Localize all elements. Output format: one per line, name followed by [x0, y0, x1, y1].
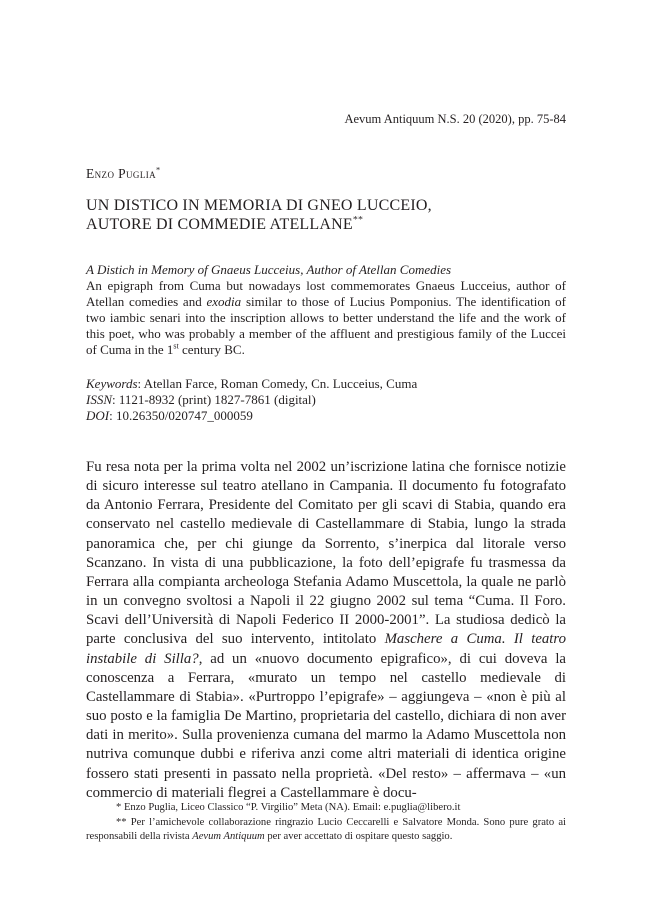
author-name-text: Enzo Puglia	[86, 166, 157, 181]
author-name	[86, 166, 161, 182]
doi-value: : 10.26350/020747_000059	[109, 408, 253, 424]
abstract-part-2: similar to those of Lucius Pomponius. The identification of two iambic senari into the inscription allows to better understand the life and the work of this poet, who was probably a member of the affluent and prestigious family of the Luccei of Cuma in the 1	[86, 294, 567, 357]
footnote-1: * Enzo Puglia, Liceo Classico “P. Virgilio” Meta (NA). Email: e.puglia@libero.it	[116, 802, 461, 813]
footnote-2	[86, 816, 566, 845]
footnote-2-part-1: ** Per l’amichevole collaborazione ringrazio Lucio Ceccarelli e Salvatore Monda. Sono pure grato ai responsabili della rivista	[86, 816, 566, 842]
body-part-2: , ad un «nuovo documento epigrafico», di cui doveva la conoscenza a Ferrara, «murato un tempo nel castello medievale di Castellammare di Stabia». «Purtroppo l’epigrafe» – aggiungeva – «non è più al suo posto e la famiglia De Martino, proprietaria del castello, dichiara di non aver dati in merito». Sulla provenienza cumana del marmo la Adamo Muscettola non nutriva comunque dubbi e riferiva anzi come altri materiali di identica origine fossero stati presenti in passato nella proprietà. «Del resto» – affermava – «un commercio di materiali flegrei a Castellammare è docu-	[86, 650, 566, 801]
footnote-2-part-2: per aver accettato di ospitare questo saggio.	[267, 831, 453, 842]
issn-value: : 1121-8932 (print) 1827-7861 (digital)	[112, 392, 316, 408]
body-paragraph	[86, 458, 566, 803]
body-italic-title: Maschere a Cuma. Il teatro instabile di Silla?	[86, 631, 567, 667]
abstract-text	[86, 278, 566, 358]
keywords-line	[86, 376, 566, 392]
title-footnote-mark: **	[352, 214, 364, 226]
title-line-1: UN DISTICO IN MEMORIA DI GNEO LUCCEIO,	[86, 197, 432, 214]
article-metadata	[86, 376, 566, 425]
issn-label: ISSN	[86, 392, 112, 408]
abstract-exodia: exodia	[206, 294, 242, 309]
footnote-2-journal: Aevum Antiquum	[192, 831, 265, 842]
body-text	[86, 458, 566, 803]
english-title: A Distich in Memory of Gnaeus Lucceius, Author of Atellan Comedies	[86, 262, 452, 277]
author-footnote-mark: *	[156, 165, 161, 175]
title-line-2-text: AUTORE DI COMMEDIE ATELLANE	[86, 216, 353, 233]
century-superscript: st	[173, 341, 179, 351]
doi-line	[86, 408, 566, 424]
abstract-part-1: An epigraph from Cuma but nowadays lost commemorates Gnaeus Lucceius, author of Atellan comedies and	[86, 278, 566, 309]
title-line-2	[86, 215, 432, 234]
body-part-1: Fu resa nota per la prima volta nel 2002 un’iscrizione latina che fornisce notizie di sicuro interesse sul teatro atellano in Campania. Il documento fu fotografato da Antonio Ferrara, Presidente del Comitato per gli scavi di Stabia, quando era conservato nel castello medievale di Castellammare di Stabia, lungo la strada panoramica che, per chi giunge da Sorrento, s’inerpica dal litorale verso Scanzano. In vista di una pubblicazione, la foto dell’epigrafe fu trasmessa da Ferrara alla compianta archeologa Stefania Adamo Muscettola, la quale ne parlò in un convegno svoltosi a Napoli il 22 giugno 2002 sul tema “Cuma. Il Foro. Scavi dell’Università di Napoli Federico II 2000-2001”. La studiosa dedicò la parte conclusiva del suo intervento, intitolato	[86, 459, 566, 648]
abstract	[86, 262, 566, 358]
footnotes	[86, 801, 566, 845]
keywords-value: : Atellan Farce, Roman Comedy, Cn. Lucceius, Cuma	[137, 376, 418, 391]
abstract-part-3: century BC.	[182, 342, 245, 357]
running-head: Aevum Antiquum N.S. 20 (2020), pp. 75-84	[344, 112, 566, 126]
doi-label: DOI	[86, 408, 110, 424]
keywords-label: Keywords	[86, 376, 138, 391]
issn-line	[86, 392, 566, 408]
article-title	[86, 196, 432, 234]
